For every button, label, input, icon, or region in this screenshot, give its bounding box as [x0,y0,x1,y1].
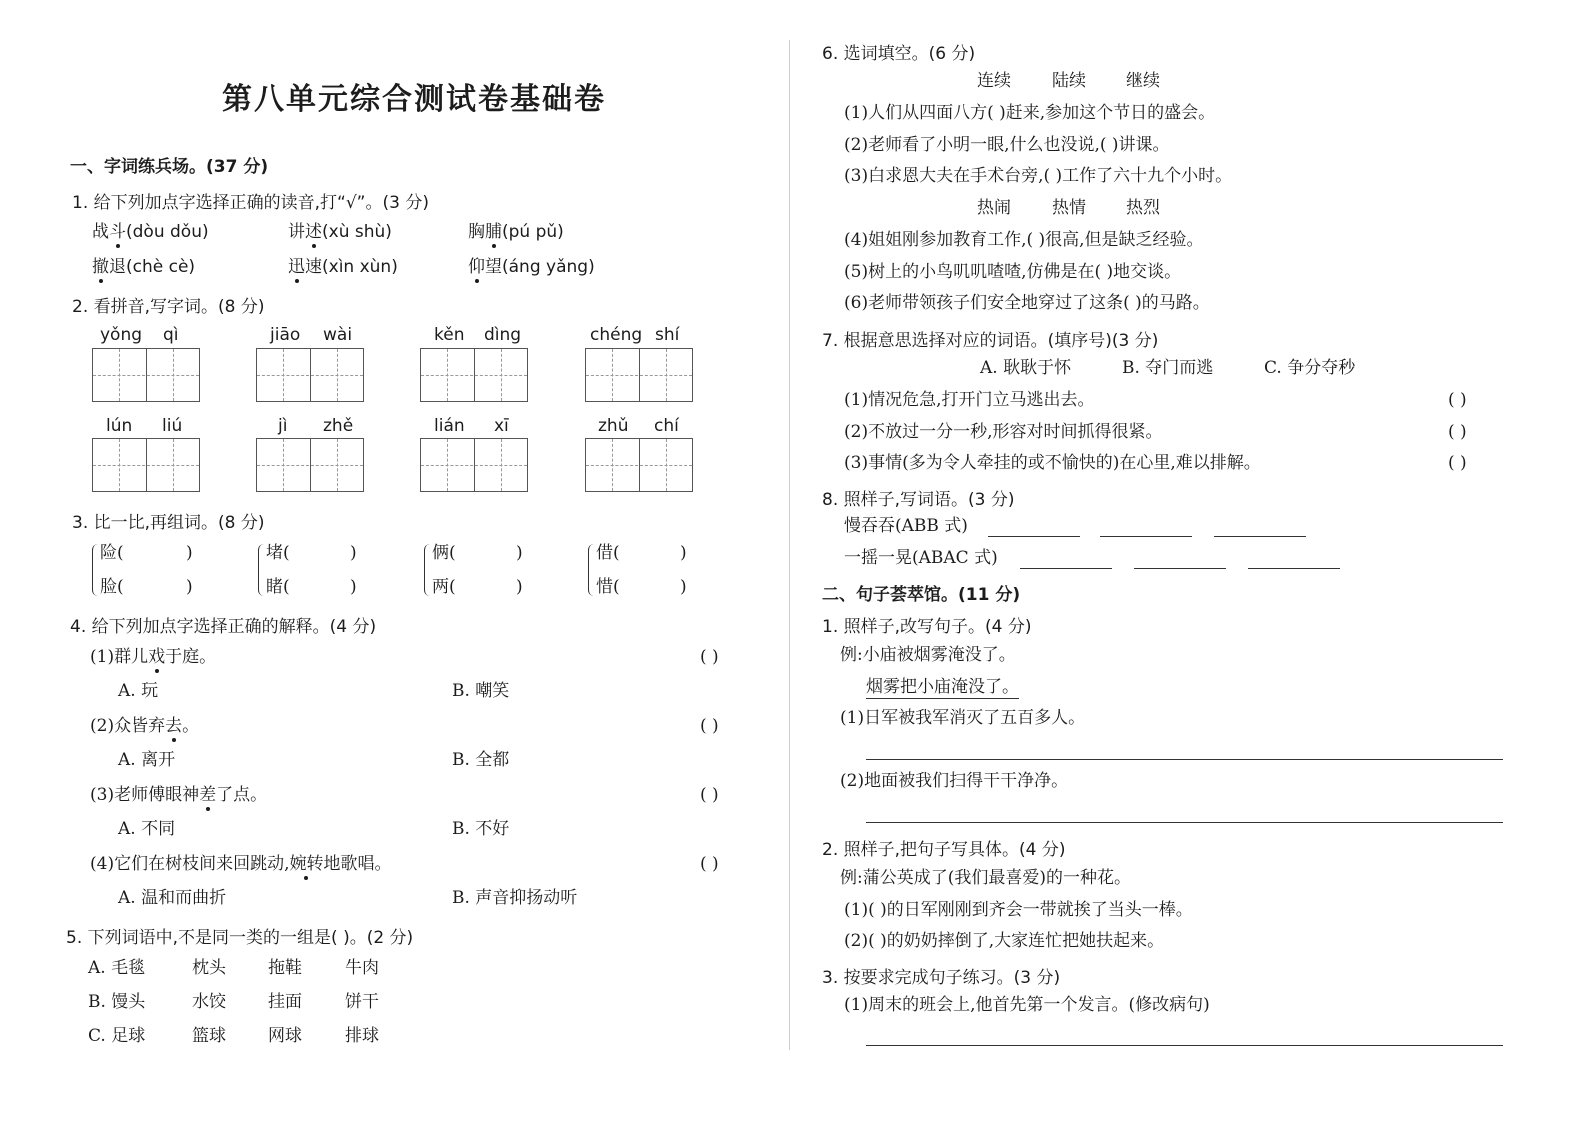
q1-item-5: 迅速(xìn xùn) [288,257,398,277]
option-b: B. 嘲笑 [452,681,510,701]
q6-item: (6)老师带领孩子们安全地穿过了这条( )的马路。 [844,293,1210,313]
q5-option: B. 馒头 [88,992,146,1012]
s3-item: (1)周末的班会上,他首先第一个发言。(修改病句) [844,995,1210,1015]
writing-grid[interactable] [256,348,364,402]
s1-item: (1)日军被我军消灭了五百多人。 [840,708,1086,728]
writing-grid[interactable] [420,348,528,402]
q5-option: A. 毛毯 [88,958,146,978]
pinyin: chí [654,416,679,436]
q5-word: 篮球 [192,1026,226,1046]
writing-grid[interactable] [92,348,200,402]
part1-heading: 一、字词练兵场。(37 分) [70,157,269,177]
q3-char: 堵( [266,543,290,563]
part2-heading: 二、句子荟萃馆。(11 分) [822,585,1021,605]
q5-word: 挂面 [268,992,302,1012]
page-title: 第八单元综合测试卷基础卷 [222,82,606,117]
word-choice: 热情 [1052,198,1086,218]
pinyin: yǒng [100,325,143,345]
writing-grid[interactable] [585,438,693,492]
answer-line[interactable] [866,822,1503,823]
word-choice: 连续 [977,71,1011,91]
option-a: A. 玩 [118,681,159,701]
pinyin: dìng [484,325,522,345]
q8-prompt: 8. 照样子,写词语。(3 分) [822,490,1015,510]
q4-sentence: (4)它们在树枝间来回跳动,婉转地歌唱。 [90,854,392,874]
q2-prompt: 2. 看拼音,写字词。(8 分) [72,297,265,317]
s3-prompt: 3. 按要求完成句子练习。(3 分) [822,968,1061,988]
brace [424,544,432,596]
s1-item: (2)地面被我们扫得干干净净。 [840,771,1069,791]
pinyin: wài [323,325,353,345]
pinyin: jì [278,416,288,436]
word-choice: 陆续 [1052,71,1086,91]
s2-item: (2)( )的奶奶摔倒了,大家连忙把她扶起来。 [844,931,1165,951]
q7-option: B. 夺门而逃 [1122,358,1214,378]
q7-item: (1)情况危急,打开门立马逃出去。 [844,390,1095,410]
q4-sentence: (1)群儿戏于庭。 [90,647,217,667]
q6-item: (5)树上的小鸟叽叽喳喳,仿佛是在( )地交谈。 [844,262,1182,282]
s1-answer: 烟雾把小庙淹没了。 [866,677,1019,697]
q7-option: C. 争分夺秒 [1264,358,1356,378]
option-b: B. 全都 [452,750,510,770]
q5-option: C. 足球 [88,1026,146,1046]
q6-prompt: 6. 选词填空。(6 分) [822,44,976,64]
q3-char: 俩( [432,543,456,563]
q1-item-4: 撤退(chè cè) [92,257,196,277]
q3-char: 险( [100,543,124,563]
pinyin: qì [163,325,179,345]
q6-item: (4)姐姐刚参加教育工作,( )很高,但是缺乏经验。 [844,230,1204,250]
option-b: B. 声音抑扬动听 [452,888,578,908]
answer-line[interactable] [1134,568,1226,569]
q3-close: ) [350,543,357,563]
q1-item-6: 仰望(áng yǎng) [468,257,595,277]
q7-option: A. 耿耿于怀 [980,358,1072,378]
word-choice: 热闹 [977,198,1011,218]
answer-paren[interactable]: ( ) [1448,422,1467,442]
q3-prompt: 3. 比一比,再组词。(8 分) [72,513,265,533]
q1-item-1: 战斗(dòu dǒu) [92,222,209,242]
answer-paren[interactable]: ( ) [700,785,719,805]
option-a: A. 温和而曲折 [118,888,227,908]
q5-word: 饼干 [345,992,379,1012]
answer-line[interactable] [1248,568,1340,569]
answer-line[interactable] [1020,568,1112,569]
answer-line[interactable] [1100,536,1192,537]
pinyin: shí [655,325,680,345]
q3-close: ) [680,577,687,597]
q6-item: (3)白求恩大夫在手术台旁,( )工作了六十九个小时。 [844,166,1233,186]
q4-sentence: (3)老师傅眼神差了点。 [90,785,268,805]
writing-grid[interactable] [256,438,364,492]
q3-char: 借( [596,543,620,563]
q3-char: 睹( [266,577,290,597]
pinyin: liú [162,416,183,436]
writing-grid[interactable] [585,348,693,402]
s1-example: 例:小庙被烟雾淹没了。 [840,645,1016,665]
answer-line[interactable] [866,1045,1503,1046]
q8-row: 慢吞吞(ABB 式) [844,516,968,536]
q5-prompt: 5. 下列词语中,不是同一类的一组是( )。(2 分) [66,928,414,948]
option-a: A. 离开 [118,750,176,770]
brace [258,544,266,596]
s2-prompt: 2. 照样子,把句子写具体。(4 分) [822,840,1066,860]
q3-close: ) [350,577,357,597]
q5-word: 枕头 [192,958,226,978]
q7-item: (2)不放过一分一秒,形容对时间抓得很紧。 [844,422,1163,442]
pinyin: xī [494,416,509,436]
pinyin: kěn [434,325,465,345]
answer-paren[interactable]: ( ) [700,647,719,667]
answer-line[interactable] [1214,536,1306,537]
pinyin: lián [434,416,465,436]
q4-sentence: (2)众皆弃去。 [90,716,200,736]
q3-char: 惜( [596,577,620,597]
answer-paren[interactable]: ( ) [700,854,719,874]
q3-close: ) [680,543,687,563]
q8-row: 一摇一晃(ABAC 式) [844,548,998,568]
answer-paren[interactable]: ( ) [1448,453,1467,473]
answer-line[interactable] [866,759,1503,760]
pinyin: chéng [590,325,643,345]
option-a: A. 不同 [118,819,176,839]
q3-close: ) [186,577,193,597]
option-b: B. 不好 [452,819,510,839]
word-choice: 热烈 [1126,198,1160,218]
pinyin: lún [106,416,133,436]
s2-example: 例:蒲公英成了(我们最喜爱)的一种花。 [840,868,1131,888]
q6-item: (2)老师看了小明一眼,什么也没说,( )讲课。 [844,135,1170,155]
brace [588,544,596,596]
q3-char: 脸( [100,577,124,597]
answer-paren[interactable]: ( ) [1448,390,1467,410]
q7-prompt: 7. 根据意思选择对应的词语。(填序号)(3 分) [822,331,1159,351]
q1-item-2: 讲述(xù shù) [288,222,392,242]
q3-close: ) [186,543,193,563]
s1-prompt: 1. 照样子,改写句子。(4 分) [822,617,1032,637]
q7-item: (3)事情(多为令人牵挂的或不愉快的)在心里,难以排解。 [844,453,1261,473]
q5-word: 排球 [345,1026,379,1046]
brace [92,544,100,596]
q3-close: ) [516,543,523,563]
pinyin: jiāo [270,325,301,345]
q1-item-3: 胸脯(pú pǔ) [468,222,564,242]
column-divider [789,40,790,1050]
pinyin: zhǔ [598,416,629,436]
word-choice: 继续 [1126,71,1160,91]
q5-word: 网球 [268,1026,302,1046]
q6-item: (1)人们从四面八方( )赶来,参加这个节日的盛会。 [844,103,1216,123]
answer-line[interactable] [988,536,1080,537]
q3-char: 两( [432,577,456,597]
q4-prompt: 4. 给下列加点字选择正确的解释。(4 分) [70,617,377,637]
q1-prompt: 1. 给下列加点字选择正确的读音,打“√”。(3 分) [72,193,429,213]
s2-item: (1)( )的日军刚刚到齐会一带就挨了当头一棒。 [844,900,1193,920]
writing-grid[interactable] [92,438,200,492]
q5-word: 水饺 [192,992,226,1012]
q3-close: ) [516,577,523,597]
pinyin: zhě [323,416,354,436]
writing-grid[interactable] [420,438,528,492]
q5-word: 牛肉 [345,958,379,978]
q5-word: 拖鞋 [268,958,302,978]
answer-paren[interactable]: ( ) [700,716,719,736]
